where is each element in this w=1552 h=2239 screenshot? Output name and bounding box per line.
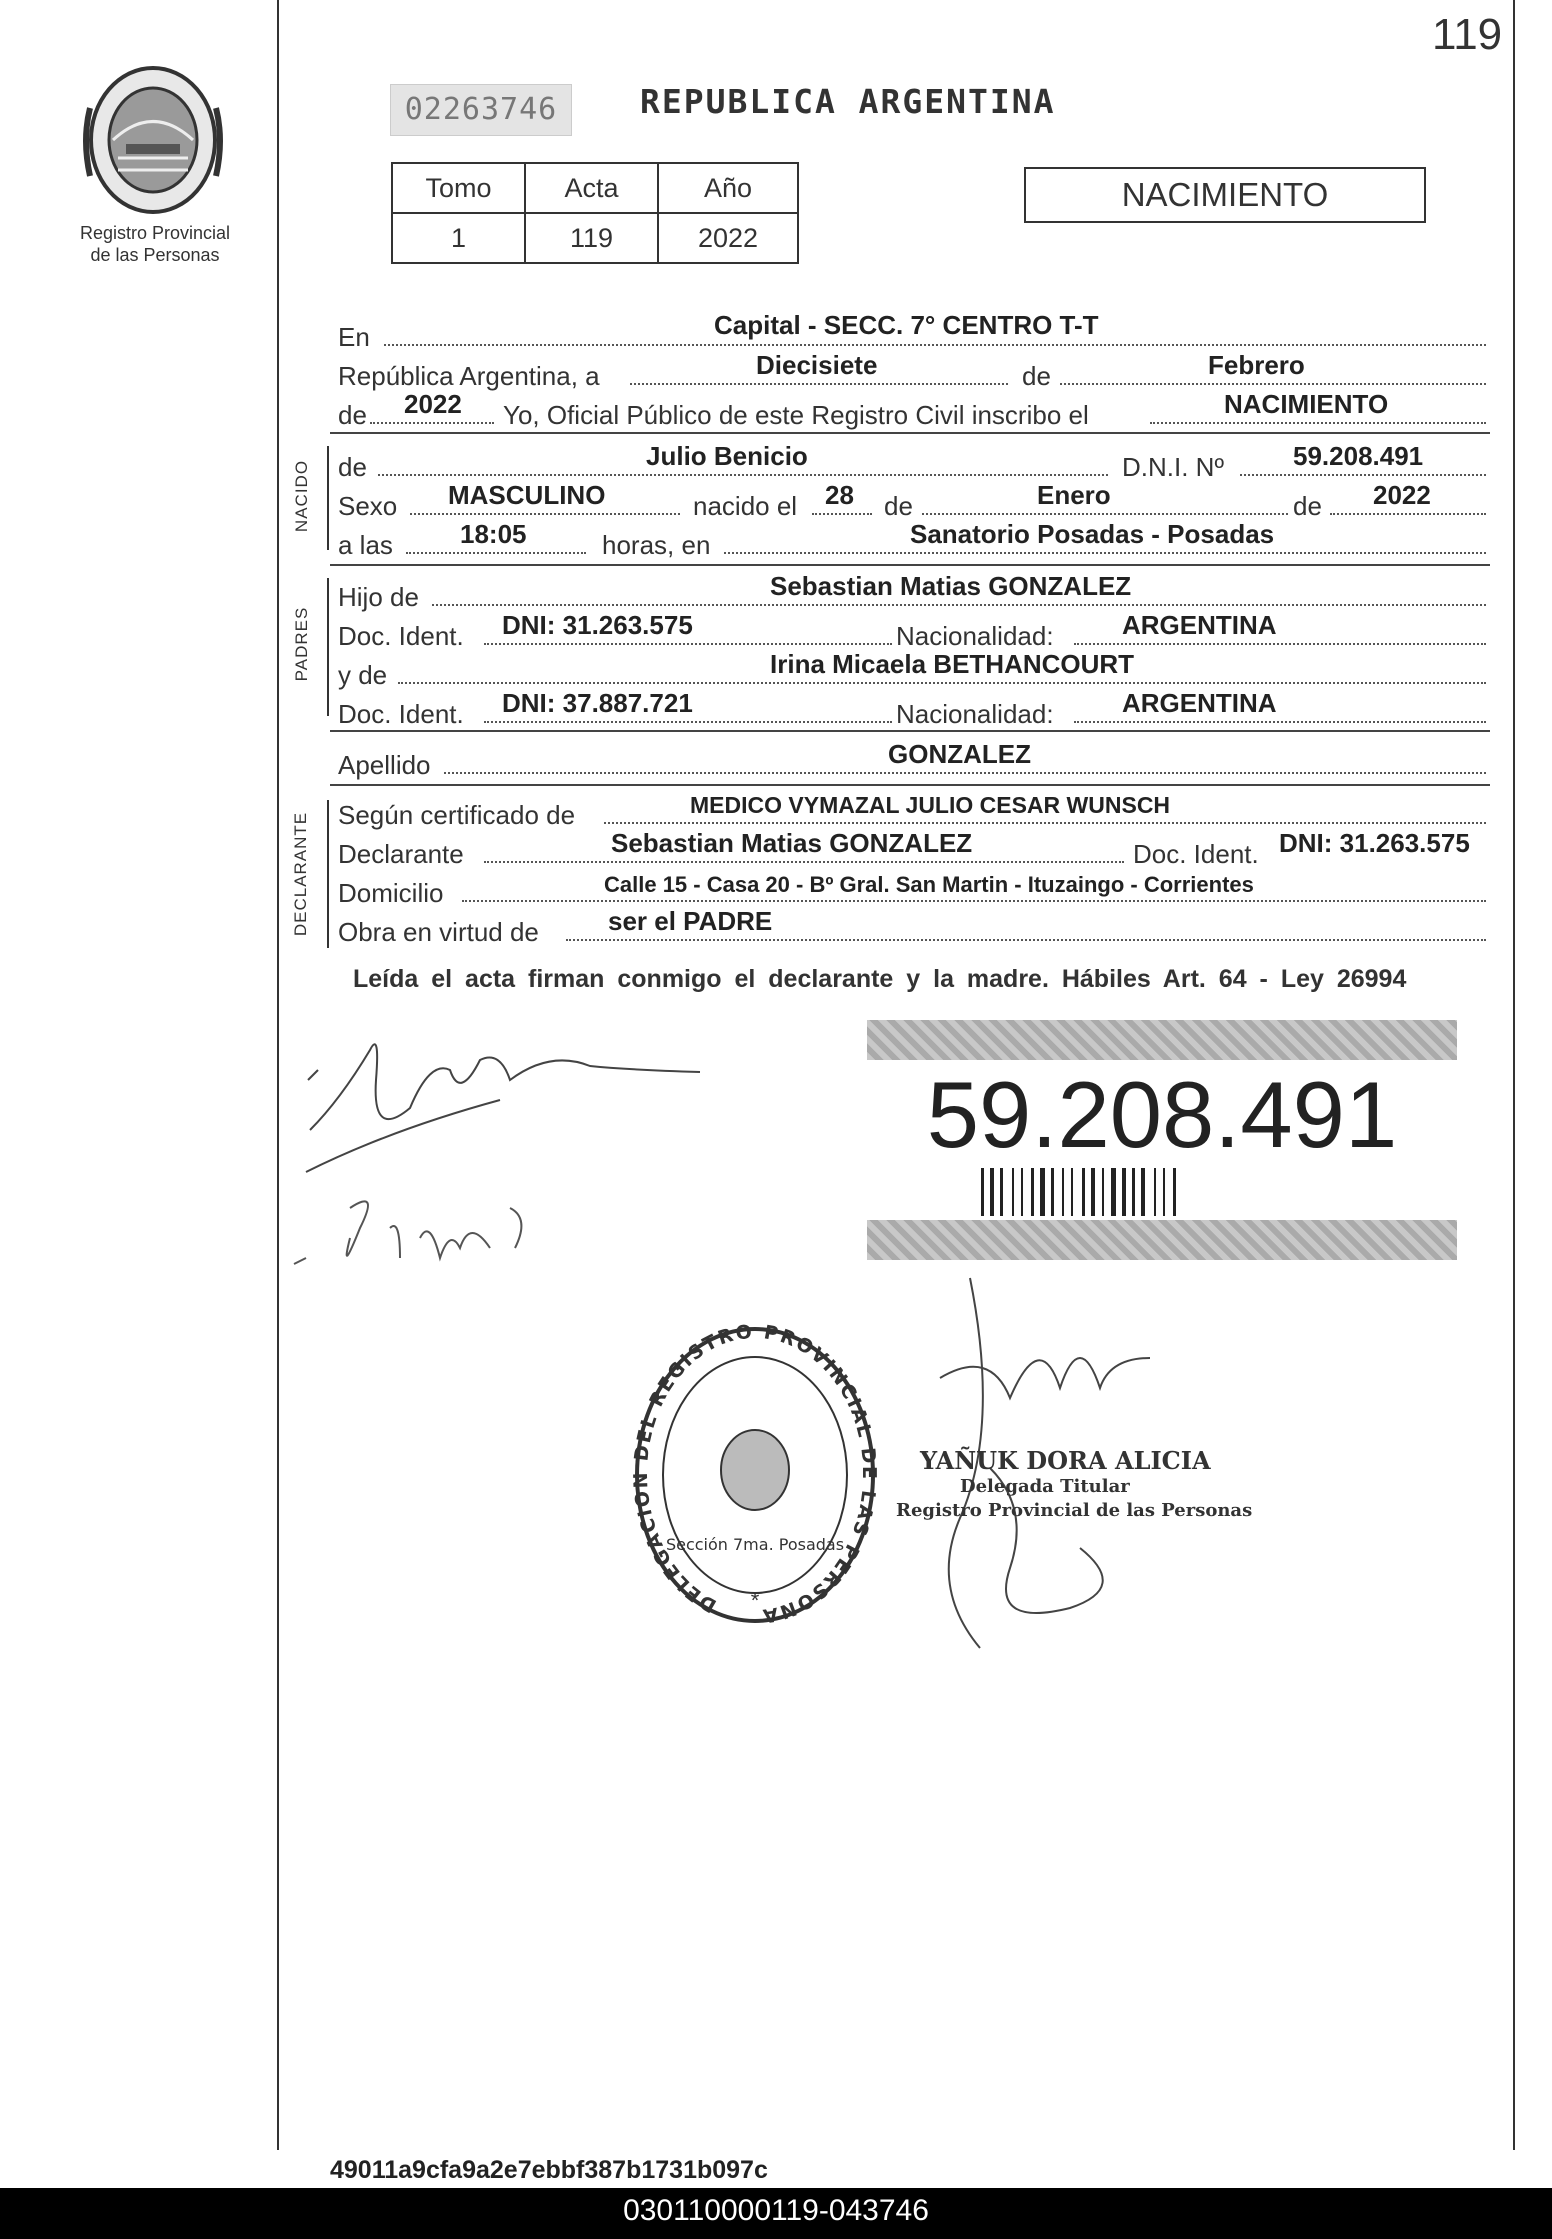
dotted-line [1150,422,1486,424]
dotted-line [812,513,872,515]
document-hash: 49011a9cfa9a2e7ebbf387b1731b097c [330,2156,768,2184]
declarante-bracket [327,800,329,948]
dotted-line [484,721,892,723]
doc-ident-label: Doc. Ident. [338,621,464,651]
logo-caption-line1: Registro Provincial [79,223,231,243]
certificado-value: MEDICO VYMAZAL JULIO CESAR WUNSCH [690,792,1171,818]
nacionalidad-label: Nacionalidad: [896,699,1054,729]
dotted-line [484,643,892,645]
barcode-bar [1091,1168,1095,1216]
y-de-label: y de [338,660,388,690]
dotted-line [378,474,1108,476]
birth-month: Enero [1037,480,1111,510]
padres-bracket [327,578,329,716]
dotted-line [406,552,586,554]
dotted-line [410,513,680,515]
barcode-bar [1021,1168,1023,1216]
inscribo-value: NACIMIENTO [1224,389,1389,419]
svg-text:*: * [750,1588,760,1613]
logo-caption-line2: de las Personas [90,245,220,265]
dotted-line [484,861,1124,863]
dni-barcode [981,1168,1301,1216]
declarante-name: Sebastian Matias GONZALEZ [611,828,973,858]
value-ano: 2022 [658,213,798,263]
mother-name: Irina Micaela BETHANCOURT [770,649,1135,679]
year-value: 2022 [404,389,462,419]
header-tomo: Tomo [392,163,525,213]
stamp-ring-text: DELEGACION DEL REGISTRO PROVINCIAL DE LAS PERSONA [630,1320,880,1628]
dotted-line [604,822,1486,824]
mother-doc: DNI: 37.887.721 [502,688,693,718]
declarante-doc: DNI: 31.263.575 [1279,828,1470,858]
domicilio-value: Calle 15 - Casa 20 - Bº Gral. San Martin - Ituzaingo - Corrientes [604,872,1254,897]
obra-label: Obra en virtud de [338,917,539,947]
birth-time: 18:05 [460,519,527,549]
padres-section-label: PADRES [292,606,311,682]
mother-nationality: ARGENTINA [1122,688,1277,718]
official-org: Registro Provincial de las Personas [896,1500,1253,1521]
barcode-bar [1031,1168,1034,1216]
doc-ident-label: Doc. Ident. [338,699,464,729]
dotted-line [1330,513,1486,515]
country-heading: REPUBLICA ARGENTINA [640,82,1056,121]
record-table [391,162,799,264]
footer-code: 030110000119-043746 [623,2194,929,2227]
father-signature [300,990,720,1180]
section-rule [330,564,1490,566]
de-label: de [1293,491,1322,521]
dotted-line [370,422,494,424]
barcode-bar [1102,1168,1104,1216]
yo-text: Yo, Oficial Público de este Registro Civil inscribo el [503,400,1089,430]
dotted-line [1074,643,1486,645]
value-tomo: 1 [392,213,525,263]
record-type-box: NACIMIENTO [1024,167,1426,223]
header-acta: Acta [525,163,658,213]
dotted-line [922,513,1288,515]
barcode-bar [1163,1168,1165,1216]
barcode-bar [1040,1168,1045,1216]
barcode-bar [1000,1168,1003,1216]
header-ano: Año [658,163,798,213]
barcode-bar [1071,1168,1073,1216]
dni-band-top [867,1020,1457,1060]
sexo-label: Sexo [338,491,398,521]
a-las-label: a las [338,530,393,560]
declarante-label: Declarante [338,839,464,869]
page-number: 119 [1432,10,1503,59]
closing-text: Leída el acta firman conmigo el declarante y la madre. Hábiles Art. 64 - Ley 26994 [353,965,1407,993]
month-value: Febrero [1208,350,1305,380]
serial-number: 02263746 [390,84,572,136]
dotted-line [566,939,1486,941]
dotted-line [1240,474,1486,476]
dotted-line [724,552,1486,554]
dni-band-bottom [867,1220,1457,1260]
barcode-bar [1051,1168,1054,1216]
left-margin-line [277,0,279,2150]
birth-place: Sanatorio Posadas - Posadas [910,519,1275,549]
father-nationality: ARGENTINA [1122,610,1277,640]
stamp-inner-text: Sección 7ma. Posadas [665,1535,845,1554]
barcode-bar [1111,1168,1116,1216]
section-rule [330,784,1490,786]
barcode-bar [1154,1168,1156,1216]
horas-label: horas, en [602,530,711,560]
hijo-label: Hijo de [338,582,419,612]
dni-large-number: 59.208.491 [926,1062,1398,1167]
child-dni: 59.208.491 [1293,441,1424,471]
barcode-bar [1132,1168,1135,1216]
barcode-bar [981,1168,984,1216]
father-doc: DNI: 31.263.575 [502,610,693,640]
right-margin-line [1513,0,1515,2150]
domicilio-label: Domicilio [338,878,444,908]
apellido-label: Apellido [338,750,431,780]
dotted-line [462,900,1486,902]
de-label: de [338,400,367,430]
day-value: Diecisiete [756,350,878,380]
barcode-bar [1141,1168,1145,1216]
nacionalidad-label: Nacionalidad: [896,621,1054,651]
misiones-logo [78,58,228,218]
father-name: Sebastian Matias GONZALEZ [770,571,1132,601]
barcode-bar [1122,1168,1126,1216]
birth-day: 28 [825,480,854,510]
obra-value: ser el PADRE [608,906,773,936]
child-name: Julio Benicio [646,441,808,471]
barcode-bar [1082,1168,1085,1216]
birth-year: 2022 [1373,480,1431,510]
nacido-bracket [327,446,329,550]
dni-label: D.N.I. Nº [1122,452,1224,482]
de-label: de [884,491,913,521]
registry-stamp [630,1320,880,1630]
dotted-line [444,772,1486,774]
section-rule [330,730,1490,732]
dotted-line [1074,721,1486,723]
logo-caption [55,222,255,266]
de-label: de [338,452,367,482]
en-label: En [338,322,370,352]
de-label: de [1022,361,1051,391]
nacido-el-label: nacido el [693,491,798,521]
declarante-section-label: DECLARANTE [291,811,310,937]
apellido-value: GONZALEZ [888,739,1031,769]
republica-label: República Argentina, a [338,361,600,391]
official-title: Delegada Titular [960,1476,1130,1497]
mother-signature [290,1178,550,1288]
decl-doc-label: Doc. Ident. [1133,839,1259,869]
dni-label-block [867,1020,1457,1262]
barcode-bar [1062,1168,1064,1216]
nacido-section-label: NACIDO [292,459,311,533]
place-value: Capital - SECC. 7° CENTRO T-T [714,310,1099,340]
barcode-bar [990,1168,994,1216]
certificado-label: Según certificado de [338,800,576,830]
barcode-bar [1173,1168,1176,1216]
dotted-line [630,383,1008,385]
section-rule [330,432,1490,434]
sexo-value: MASCULINO [448,480,606,510]
dotted-line [1060,383,1486,385]
barcode-bar [1012,1168,1014,1216]
dotted-line [398,682,1486,684]
value-acta: 119 [525,213,658,263]
official-signature-block [870,1268,1253,1658]
dotted-line [432,604,1486,606]
dotted-line [384,344,1486,346]
official-name: YAÑUK DORA ALICIA [920,1446,1211,1475]
